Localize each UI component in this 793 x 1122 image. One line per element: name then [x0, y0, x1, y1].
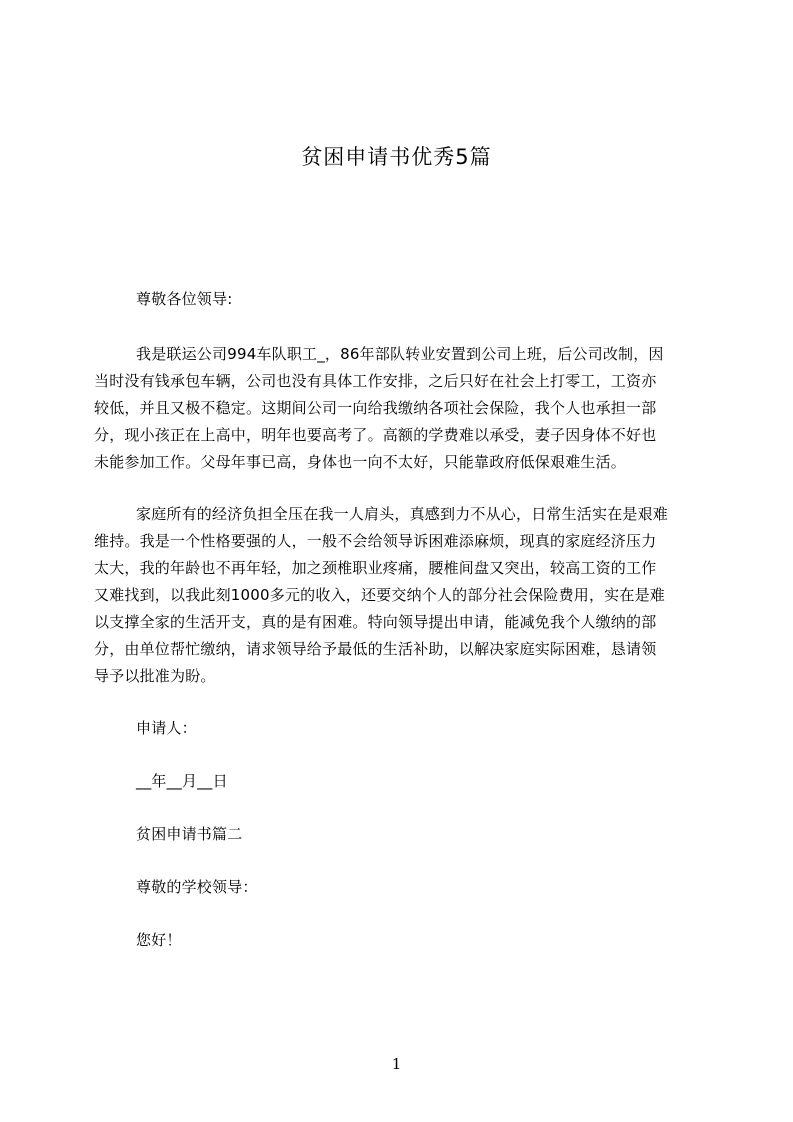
paragraph-line: 当时没有钱承包车辆，公司也没有具体工作安排，之后只好在社会上打零工，工资亦	[94, 372, 657, 390]
page-number: 1	[391, 1055, 402, 1073]
paragraph-line: 家庭所有的经济负担全压在我一人肩头，真感到力不从心，日常生活实在是艰难	[136, 505, 669, 523]
paragraph-1	[94, 341, 698, 476]
document-title: 贫困申请书优秀5篇	[301, 145, 492, 169]
paragraph-line: 分，由单位帮忙缴纳，请求领导给予最低的生活补助，以解决家庭实际困难，恳请领	[94, 640, 657, 658]
paragraph-line: 分，现小孩正在上高中，明年也要高考了。高额的学费难以承受，妻子因身体不好也	[94, 426, 657, 444]
greeting-text: 您好！	[136, 931, 182, 949]
section-heading: 贫困申请书篇二	[136, 825, 243, 843]
paragraph-line: 又难找到，以我此刻1000多元的收入，还要交纳个人的部分社会保险费用，实在是难	[94, 586, 665, 604]
applicant-label: 申请人：	[136, 719, 197, 737]
paragraph-line: 未能参加工作。父母年事已高，身体也一向不太好，只能靠政府低保艰难生活。	[94, 453, 627, 471]
date-line: __年__月__日	[136, 772, 228, 790]
paragraph-2	[94, 501, 698, 690]
salutation-leaders: 尊敬各位领导:	[136, 290, 233, 308]
paragraph-line: 较低，并且又极不稳定。这期间公司一向给我缴纳各项社会保险，我个人也承担一部	[94, 399, 657, 417]
paragraph-line: 以支撑全家的生活开支，真的是有困难。特向领导提出申请，能减免我个人缴纳的部	[94, 613, 657, 631]
paragraph-line: 导予以批准为盼。	[94, 667, 216, 685]
paragraph-line: 我是联运公司994车队职工_，86年部队转业安置到公司上班，后公司改制，因	[136, 345, 664, 363]
paragraph-line: 太大，我的年龄也不再年轻，加之颈椎职业疼痛，腰椎间盘又突出，较高工资的工作	[94, 559, 657, 577]
salutation-school-leaders: 尊敬的学校领导：	[136, 878, 258, 896]
paragraph-line: 维持。我是一个性格要强的人，一般不会给领导诉困难添麻烦，现真的家庭经济压力	[94, 532, 657, 550]
